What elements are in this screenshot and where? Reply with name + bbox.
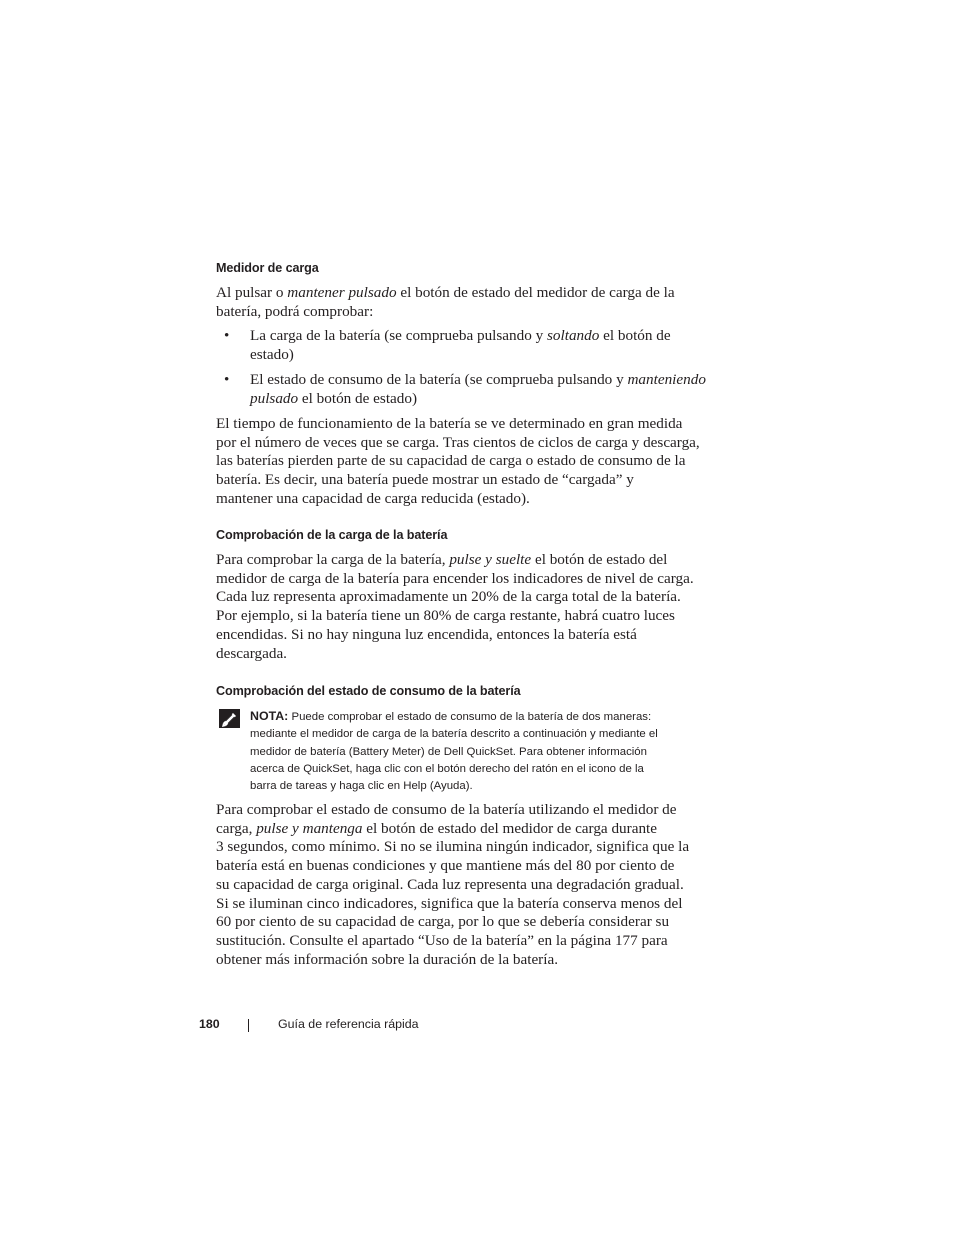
bullet-marker: •	[224, 327, 230, 344]
page-number: 180	[199, 1017, 220, 1031]
heading-comprobacion-estado: Comprobación del estado de consumo de la batería	[216, 684, 521, 698]
footer-divider	[248, 1019, 249, 1032]
body-paragraph: Para comprobar la carga de la batería, pulse y suelte el botón de estado del medidor de carga de la batería para encender los indicadores de nivel de carga. Cada luz representa aproximadamente un 20% de la carga total de la batería. Por ejemplo, si la batería tiene un 80% de carga restante, habrá cuatro luces encendidas. Si no hay ninguna luz encendida, entonces la batería está descargada.	[216, 551, 694, 662]
pencil-note-icon	[219, 709, 240, 728]
footer-title: Guía de referencia rápida	[278, 1017, 419, 1031]
bullet-marker: •	[224, 371, 230, 388]
intro-paragraph: Al pulsar o mantener pulsado el botón de estado del medidor de carga de la batería, podrá comprobar:	[216, 284, 675, 320]
bullet-item: El estado de consumo de la batería (se comprueba pulsando y manteniendo pulsado el botón de estado)	[250, 371, 706, 407]
bullet-item: La carga de la batería (se comprueba pulsando y soltando el botón de estado)	[250, 327, 671, 363]
note-paragraph: NOTA: Puede comprobar el estado de consumo de la batería de dos maneras: mediante el medidor de carga de la batería descrito a continuación y mediante el medidor de batería (Battery Meter) de Dell QuickSet. Para obtener información acerca de QuickSet, haga clic con el botón derecho del ratón en el icono de la barra de tareas y haga clic en Help (Ayuda).	[250, 709, 658, 793]
heading-medidor-de-carga: Medidor de carga	[216, 261, 319, 275]
body-paragraph: El tiempo de funcionamiento de la batería se ve determinado en gran medida por el número de veces que se carga. Tras cientos de ciclos de carga y descarga, las baterías pierden parte de su capacidad de carga o estado de consumo de la batería. Es decir, una batería puede mostrar un estado de “cargada” y mantener una capacidad de carga reducida (estado).	[216, 415, 700, 507]
body-paragraph: Para comprobar el estado de consumo de la batería utilizando el medidor de carga, pulse y mantenga el botón de estado del medidor de carga durante 3 segundos, como mínimo. Si no se ilumina ningún indicador, significa que la batería está en buenas condiciones y que mantiene más del 80 por ciento de su capacidad de carga original. Cada luz representa una degradación gradual. Si se iluminan cinco indicadores, significa que la batería conserva menos del 60 por ciento de su capacidad de carga, por lo que se debería considerar su sustitución. Consulte el apartado “Uso de la batería” en la página 177 para obtener más información sobre la duración de la batería.	[216, 801, 690, 968]
heading-comprobacion-carga: Comprobación de la carga de la batería	[216, 528, 448, 542]
note-label: NOTA:	[250, 709, 289, 723]
